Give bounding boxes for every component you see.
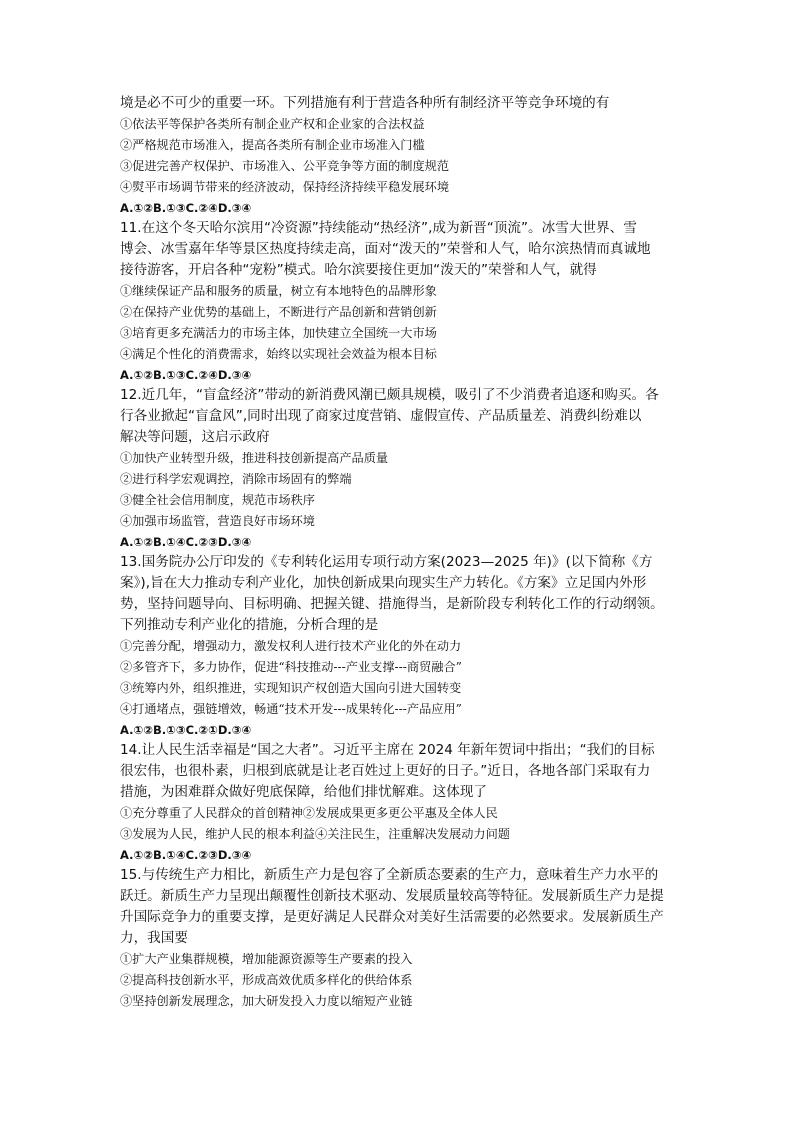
q11-stem-line-2: 博会、冰雪嘉年华等景区热度持续走高，面对“泼天的”荣誉和人气，哈尔滨热情而真诚地 [120,241,651,257]
exam-page [120,93,680,1012]
q15-stem-line-3: 升国际竞争力的重要支撑，是更好满足人民群众对美好生活需要的必然要求。发展新质生产 [120,909,664,925]
q10-option-1: ①依法平等保护各类所有制企业产权和企业家的合法权益 [120,117,425,131]
q13-option-4: ④打通堵点，强链增效，畅通“技术开发---成果转化---产品应用” [120,702,462,716]
q11-option-2: ②在保持产业优势的基础上，不断进行产品创新和营销创新 [120,305,437,319]
q14-stem-line-2: 很宏伟，也很朴素，归根到底就是让老百姓过上更好的日子。”近日，各地各部门采取有力 [120,763,651,779]
q11-stem-line-3: 接待游客，开启各种“宠粉”模式。哈尔滨要接住更加“泼天的”荣誉和人气，就得 [120,262,597,278]
q12-stem-line-2: 行各业掀起“盲盒风”,同时出现了商家过度营销、虚假宣传、产品质量差、消费纠纷难以 [120,408,642,424]
q11-answer-choices: A.①②B.①③C.②④D.③④ [120,368,252,382]
q11-option-1: ①继续保证产品和服务的质量，树立有本地特色的品牌形象 [120,284,437,298]
q11-option-4: ④满足个性化的消费需求，始终以实现社会效益为根本目标 [120,347,437,361]
q13-answer-choices: A.①②B.①③C.②①D.③④ [120,723,252,737]
q10-answer-choices: A.①②B.①③C.②④D.③④ [120,201,252,215]
q11-stem-line-1: 11.在这个冬天哈尔滨用“冷资源”持续能动“热经济”,成为新晋“顶流”。冰雪大世界、雪 [120,220,637,236]
q15-option-1: ①扩大产业集群规模，增加能源资源等生产要素的投入 [120,952,413,966]
q13-option-1: ①完善分配，增强动力，激发权利人进行技术产业化的外在动力 [120,639,462,653]
q10-stem-line-1: 境是必不可少的重要一环。下列措施有利于营造各种所有制经济平等竞争环境的有 [120,95,610,111]
q15-option-3: ③坚持创新发展理念，加大研发投入力度以缩短产业链 [120,994,413,1008]
q15-stem-line-1: 15.与传统生产力相比，新质生产力是包容了全新质态要素的生产力，意味着生产力水平的 [120,867,659,883]
q12-option-2: ②进行科学宏观调控，消除市场固有的弊端 [120,472,352,486]
q14-answer-choices: A.①②B.①④C.②③D.③④ [120,848,252,862]
q14-option-3-4: ③发展为人民，维护人民的根本利益④关注民生，注重解决发展动力问题 [120,827,510,841]
q13-stem-line-4: 下列推动专利产业化的措施，分析合理的是 [120,617,379,633]
q11-option-3: ③培育更多充满活力的市场主体，加快建立全国统一大市场 [120,326,437,340]
q12-stem-line-3: 解决等问题，这启示政府 [120,429,270,445]
q10-option-2: ②严格规范市场准入，提高各类所有制企业市场准入门槛 [120,138,425,152]
q13-stem-line-3: 势，坚持问题导向、目标明确、把握关键、措施得当，是新阶段专利转化工作的行动纲领。 [120,596,664,612]
q10-option-3: ③促进完善产权保护、市场准入、公平竞争等方面的制度规范 [120,159,450,173]
q15-stem-line-4: 力，我国要 [120,930,188,946]
q12-option-3: ③健全社会信用制度，规范市场秩序 [120,493,315,507]
q12-answer-choices: A.①②B.①④C.②③D.③④ [120,535,252,549]
q14-stem-line-3: 措施，为困难群众做好兜底保障，给他们排忧解难。这体现了 [120,784,488,800]
q15-stem-line-2: 跃迁。新质生产力呈现出颠覆性创新技术驱动、发展质量较高等特征。发展新质生产力是提 [120,888,664,904]
q12-option-4: ④加强市场监管，营造良好市场环境 [120,514,315,528]
q13-option-3: ③统筹内外，组织推进，实现知识产权创造大国向引进大国转变 [120,681,462,695]
q14-stem-line-1: 14.让人民生活幸福是“国之大者”。习近平主席在 2024 年新年贺词中指出；“我们的目标 [120,742,655,758]
q14-option-1-2: ①充分尊重了人民群众的首创精神②发展成果更多更公平惠及全体人民 [120,806,498,820]
q13-option-2: ②多管齐下，多力协作，促进“科技推动---产业支撑---商贸融合” [120,660,462,674]
q13-stem-line-1: 13.国务院办公厅印发的《专利转化运用专项行动方案(2023—2025 年)》(以下简称《方 [120,554,653,570]
q12-stem-line-1: 12.近几年，“盲盒经济”带动的新消费风潮已颇具规模，吸引了不少消费者追逐和购买。各 [120,387,659,403]
q12-option-1: ①加快产业转型升级，推进科技创新提高产品质量 [120,451,389,465]
q10-option-4: ④熨平市场调节带来的经济波动，保持经济持续平稳发展环境 [120,180,450,194]
q15-option-2: ②提高科技创新水平，形成高效优质多样化的供给体系 [120,973,413,987]
q13-stem-line-2: 案》),旨在大力推动专利产业化，加快创新成果向现实生产力转化。《方案》立足国内外形 [120,575,647,591]
